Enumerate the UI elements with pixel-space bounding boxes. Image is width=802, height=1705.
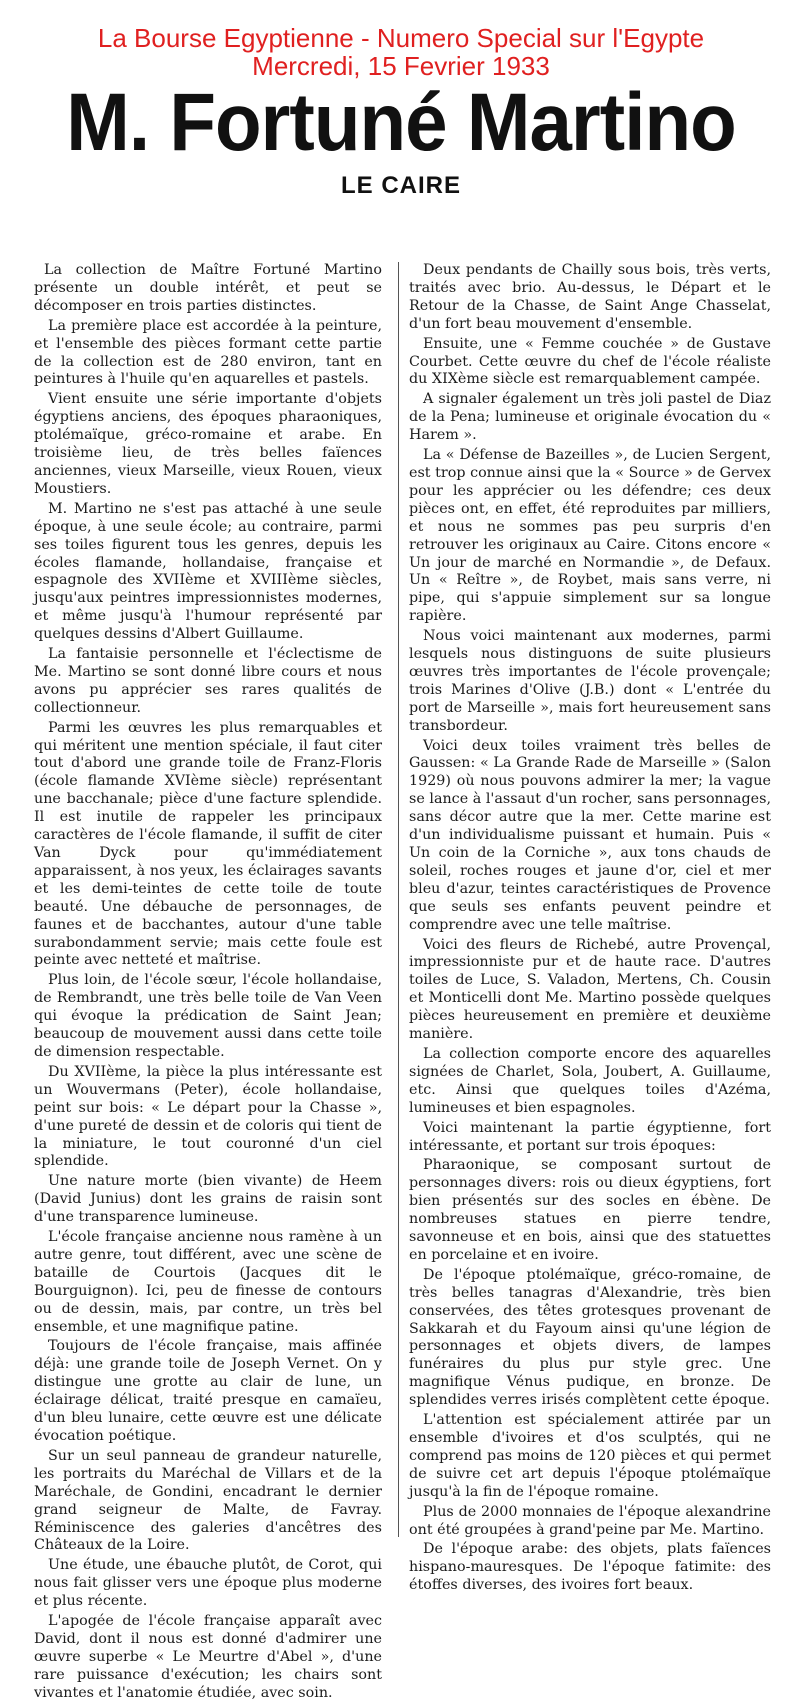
paragraph: La « Défense de Bazeilles », de Lucien Sergent, est trop connue ainsi que la « Source » de Gervex pour les apprécier ou les défendre; ces deux pièces ont, en effet, été reproduites par milliers, et nous ne sommes pas peu surpris d'en retrouver les originaux au Caire. Citons encore « Un jour de marché en Normandie », de Defaux. Un « Reître », de Roybet, mais sans verre, ni pipe, qui s'appuie simplement sur sa longue rapière. — [409, 447, 771, 625]
paragraph: Vient ensuite une série importante d'objets égyptiens anciens, des époques pharaoniques, ptolémaïque, gréco-romaine et arabe. En troisième lieu, de très belles faïences anciennes, vieux Marseille, vieux Rouen, vieux Moustiers. — [34, 391, 382, 497]
paragraph: De l'époque ptolémaïque, gréco-romaine, de très belles tanagras d'Alexandrie, très bien conservées, des têtes grotesques provenant de Sakkarah et du Fayoum ainsi qu'une légion de personnages et objets divers, de lampes funéraires du plus pur style grec. Une magnifique Vénus pudique, en bronze. De splendides verres irisés complètent cette époque. — [409, 1266, 771, 1409]
paragraph: M. Martino ne s'est pas attaché à une seule époque, à une seule école; au contraire, parmi ses toiles figurent tous les genres, depuis les écoles flamande, hollandaise, française et espagnole des XVIIème et XVIIIème siècles, jusqu'aux peintres impressionnistes modernes, et même jusqu'à l'humour représenté par quelques dessins d'Albert Guillaume. — [34, 500, 382, 643]
left-column — [34, 262, 382, 1705]
paragraph: Du XVIIème, la pièce la plus intéressante est un Wouvermans (Peter), école hollandaise, peint sur bois: « Le départ pour la Chasse », d'une pureté de dessin et de coloris qui tient de la miniature, le tout couronné d'un ciel splendide. — [34, 1063, 382, 1170]
paragraph: La fantaisie personnelle et l'éclectisme de Me. Martino se sont donné libre cours et nous avons pu apprécier ses rares qualités de collectionneur. — [34, 646, 382, 716]
paragraph: L'école française ancienne nous ramène à un autre genre, tout différent, avec une scène de bataille de Courtois (Jacques dit le Bourguignon). Ici, peu de finesse de contours ou de dessin, mais, par contre, un très bel ensemble, et une magnifique patine. — [34, 1229, 382, 1335]
paragraph: Plus de 2000 monnaies de l'époque alexandrine ont été groupées à grand'peine par Me. Martino. — [409, 1503, 771, 1538]
paragraph: L'apogée de l'école française apparaît avec David, dont il nous est donné d'admirer une œuvre superbe « Le Meurtre d'Abel », d'une rare puissance d'exécution; les chairs sont vivantes et l'anatomie étudiée, avec soin. — [34, 1613, 382, 1701]
paragraph: Une nature morte (bien vivante) de Heem (David Junius) dont les grains de raisin sont d'une transparence lumineuse. — [34, 1173, 382, 1226]
paragraph: Nous voici maintenant aux modernes, parmi lesquels nous distinguons de suite plusieurs œuvres très importantes de l'école provençale; trois Marines d'Olive (J.B.) dont « L'entrée du port de Marseille », mais fort heureusement sans transbordeur. — [409, 628, 771, 734]
paragraph: Pharaonique, se composant surtout de personnages divers: rois ou dieux égyptiens, fort bien présentés sur des socles en ébène. De nombreuses statues en pierre tendre, savonneuse et en bois, ainsi que des statuettes en porcelaine et en ivoire. — [409, 1157, 771, 1263]
right-column — [409, 262, 771, 1597]
paragraph: Toujours de l'école française, mais affinée déjà: une grande toile de Joseph Vernet. On y distingue une grotte au clair de lune, un éclairage délicat, traité presque en camaïeu, d'un bleu lunaire, cette œuvre est une délicate évocation poétique. — [34, 1338, 382, 1444]
paragraph: Voici maintenant la partie égyptienne, fort intéressante, et portant sur trois époques: — [409, 1119, 771, 1154]
paragraph: Voici des fleurs de Richebé, autre Provençal, impressionniste pur et de haute race. D'autres toiles de Luce, S. Valadon, Mertens, Ch. Cousin et Monticelli dont Me. Martino possède quelques pièces heureusement en première et deuxième manière. — [409, 936, 771, 1043]
paragraph: L'attention est spécialement attirée par un ensemble d'ivoires et d'os sculptés, qui ne comprend pas moins de 120 pièces et qui permet de suivre cet art depuis l'époque ptolémaïque jusqu'à la fin de l'époque romaine. — [409, 1412, 771, 1500]
paragraph: Une étude, une ébauche plutôt, de Corot, qui nous fait glisser vers une époque plus moderne et plus récente. — [34, 1557, 382, 1610]
header-date-line: Mercredi, 15 Fevrier 1933 — [252, 51, 550, 81]
paragraph: Plus loin, de l'école sœur, l'école hollandaise, de Rembrandt, une très belle toile de Van Veen qui évoque la prédication de Saint Jean; beaucoup de mouvement aussi dans cette toile de dimension respectable. — [34, 972, 382, 1060]
paragraph: La collection de Maître Fortuné Martino présente un double intérêt, et peut se décomposer en trois parties distinctes. — [34, 262, 382, 314]
article-title: M. Fortuné Martino — [66, 77, 736, 168]
paragraph: Parmi les œuvres les plus remarquables et qui méritent une mention spéciale, il faut citer tout d'abord une grande toile de Franz-Floris (école flamande XVIème siècle) représentant une bacchanale; pièce d'une facture splendide. Il est inutile de rappeler les principaux caractères de l'école flamande, il suffit de citer Van Dyck pour qu'immédiatement apparaissent, à nos yeux, les éclairages savants et les demi-teintes de cette toile de toute beauté. Une débauche de personnages, de faunes et de bacchantes, autour d'une table surabondamment servie; mais cette foule est peinte avec netteté et maîtrise. — [34, 719, 382, 969]
paragraph: Ensuite, une « Femme couchée » de Gustave Courbet. Cette œuvre du chef de l'école réaliste du XIXème siècle est remarquablement campée. — [409, 335, 771, 388]
paragraph: Deux pendants de Chailly sous bois, très verts, traités avec brio. Au-dessus, le Départ et le Retour de la Chasse, de Saint Ange Chasselat, d'un fort beau mouvement d'ensemble. — [409, 262, 771, 332]
paragraph: De l'époque arabe: des objets, plats faïences hispano-mauresques. De l'époque fatimite: des étoffes diverses, des ivoires fort beaux. — [409, 1541, 771, 1594]
newspaper-header — [0, 24, 802, 80]
paragraph: A signaler également un très joli pastel de Diaz de la Pena; lumineuse et originale évocation du « Harem ». — [409, 391, 771, 444]
column-divider — [398, 262, 399, 1537]
paragraph: La collection comporte encore des aquarelles signées de Charlet, Sola, Joubert, A. Guillaume, etc. Ainsi que quelques toiles d'Azéma, lumineuses et bien espagnoles. — [409, 1045, 771, 1116]
paragraph: Voici deux toiles vraiment très belles de Gaussen: « La Grande Rade de Marseille » (Salon 1929) où nous pouvons admirer la mer; la vague se lance à l'assaut d'un rocher, sans personnages, sans décor autre que la mer. Cette marine est d'un individualisme puissant et humain. Puis « Un coin de la Corniche », aux tons chauds de soleil, roches rouges et jaune d'or, ciel et mer bleu d'azur, teintes caractéristiques de Provence que seuls ses enfants peuvent peindre et comprendre avec une telle maîtrise. — [409, 737, 771, 933]
paragraph: La première place est accordée à la peinture, et l'ensemble des pièces formant cette partie de la collection est de 280 environ, tant en peintures à l'huile qu'en aquarelles et pastels. — [34, 317, 382, 388]
header-publication-line: La Bourse Egyptienne - Numero Special sur l'Egypte — [97, 23, 705, 53]
article-subtitle: LE CAIRE — [340, 172, 461, 199]
paragraph: Sur un seul panneau de grandeur naturelle, les portraits du Maréchal de Villars et de la Maréchale, de Gondini, encadrant le dernier grand seigneur de Malte, de Favray. Réminiscence des galeries d'ancêtres des Châteaux de la Loire. — [34, 1447, 382, 1554]
